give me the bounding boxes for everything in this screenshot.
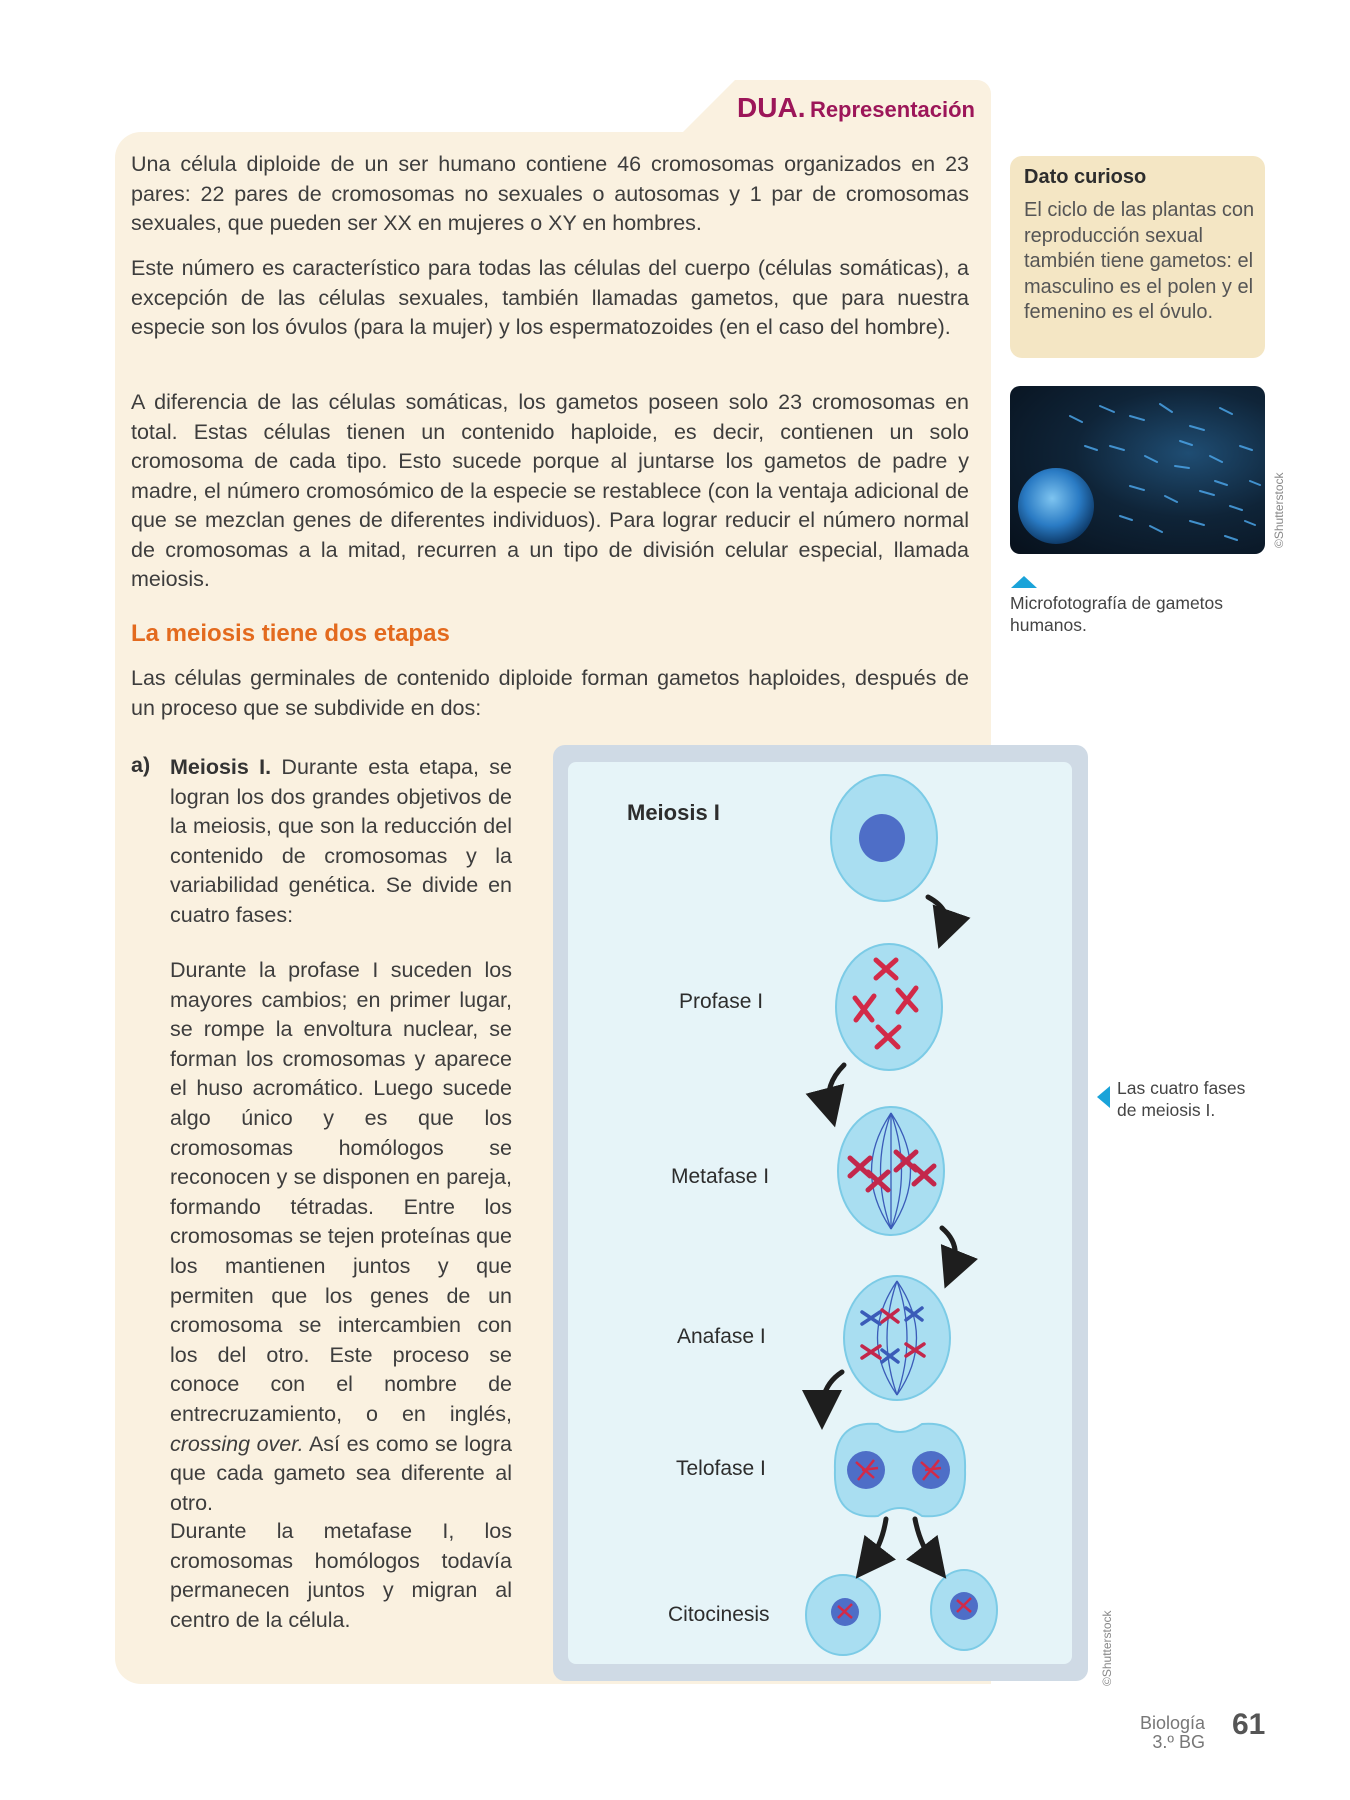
page-number: 61 bbox=[1232, 1708, 1266, 1741]
photo-caption: Microfotografía de gametos humanos. bbox=[1010, 593, 1224, 635]
folio-course: 3.º BG bbox=[1152, 1732, 1205, 1752]
photo-caption-pointer bbox=[1011, 576, 1037, 588]
profase-italic: crossing over. bbox=[170, 1431, 304, 1456]
list-letter: a) bbox=[131, 753, 151, 777]
photo-credit: ©Shutterstock bbox=[1272, 472, 1286, 548]
paragraph-3: A diferencia de las células somáticas, los gametos poseen solo 23 cromosomas en total. Estas células tienen un contenido haploide, es decir, contienen un solo cromosoma de cada tipo. Esto sucede porque al juntarse los gametos de padre y madre, el número cromosómico de la especie se restablece (con la ventaja adicional de que se mezclan genes de diferentes individuos). Para lograr reducir el número normal de cromosomas a la mitad, recurren a un tipo de división celular especial, llamada meiosis. bbox=[131, 390, 969, 591]
paragraph-2: Este número es característico para todas las células del cuerpo (células somáticas), a excepción de las células sexuales, también llamadas gametos, que para nuestra especie son los óvulos (para la mujer) y los espermatozoides (en el caso del hombre). bbox=[131, 256, 969, 339]
phase-label-telofase: Telofase I bbox=[676, 1457, 766, 1480]
section-heading: La meiosis tiene dos etapas bbox=[131, 620, 450, 647]
diagram-credit: ©Shutterstock bbox=[1100, 1610, 1114, 1686]
profase-text-b: Así es como se logra que cada gameto sea diferente al otro. bbox=[170, 1431, 513, 1515]
phase-label-citocinesis: Citocinesis bbox=[668, 1603, 770, 1626]
fun-fact-title: Dato curioso bbox=[1024, 166, 1147, 188]
cells-citocinesis bbox=[806, 1570, 997, 1655]
cell-metafase bbox=[838, 1107, 944, 1235]
gametes-photo bbox=[1010, 386, 1265, 554]
gametes-photo-art bbox=[1010, 386, 1265, 554]
paragraph-4: Las células germinales de contenido diploide forman gametos haploides, después de un proceso que se subdivide en dos: bbox=[131, 666, 969, 720]
folio-subject bbox=[1110, 1714, 1205, 1752]
dua-strong: DUA. bbox=[737, 92, 806, 123]
diagram-caption-pointer bbox=[1097, 1086, 1110, 1108]
dua-rest: Representación bbox=[809, 97, 975, 122]
metafase-paragraph: Durante la metafase I, los cromosomas homólogos todavía permanecen juntos y migran al centro de la célula. bbox=[170, 1519, 512, 1632]
paragraph-1: Una célula diploide de un ser humano contiene 46 cromosomas organizados en 23 pares: 22 pares de cromosomas no sexuales o autosomas y 1 par de cromosomas sexuales, que pueden ser XX en mujeres o XY en hombres. bbox=[131, 152, 969, 235]
cell-interphase bbox=[831, 775, 937, 901]
meiosis-i-intro-text: Durante esta etapa, se logran los dos grandes objetivos de la meiosis, que son la reducción del contenido de cromosomas y la variabilidad genética. Se divide en cuatro fases: bbox=[170, 755, 512, 927]
diagram-title: Meiosis I bbox=[627, 800, 720, 825]
cell-profase bbox=[836, 944, 942, 1070]
folio-subject-name: Biología bbox=[1139, 1713, 1205, 1733]
phase-label-metafase: Metafase I bbox=[671, 1165, 770, 1188]
phase-label-anafase: Anafase I bbox=[677, 1325, 766, 1348]
fun-fact-text: El ciclo de las plantas con reproducción sexual también tiene gametos: el masculino es el polen y el femenino es el óvulo. bbox=[1024, 199, 1255, 323]
cell-telofase bbox=[835, 1424, 965, 1517]
phase-label-profase: Profase I bbox=[679, 990, 764, 1013]
diagram-caption: Las cuatro fases de meiosis I. bbox=[1117, 1078, 1246, 1120]
meiosis-i-term: Meiosis I. bbox=[170, 755, 272, 779]
profase-text-a: Durante la profase I suceden los mayores cambios; en primer lugar, se rompe la envoltura nuclear, se forman los cromosomas y aparece el huso acromático. Luego sucede algo único y es que los cromosomas homólogos se reconocen y se disponen en pareja, formando tétradas. Entre los cromosomas se tejen proteínas que los mantienen juntos y que permiten que los genes de un cromosoma se intercambien con los del otro. Este proceso se conoce con el nombre de entrecruzamiento, o en inglés, bbox=[170, 958, 512, 1426]
cell-anafase bbox=[844, 1276, 950, 1400]
